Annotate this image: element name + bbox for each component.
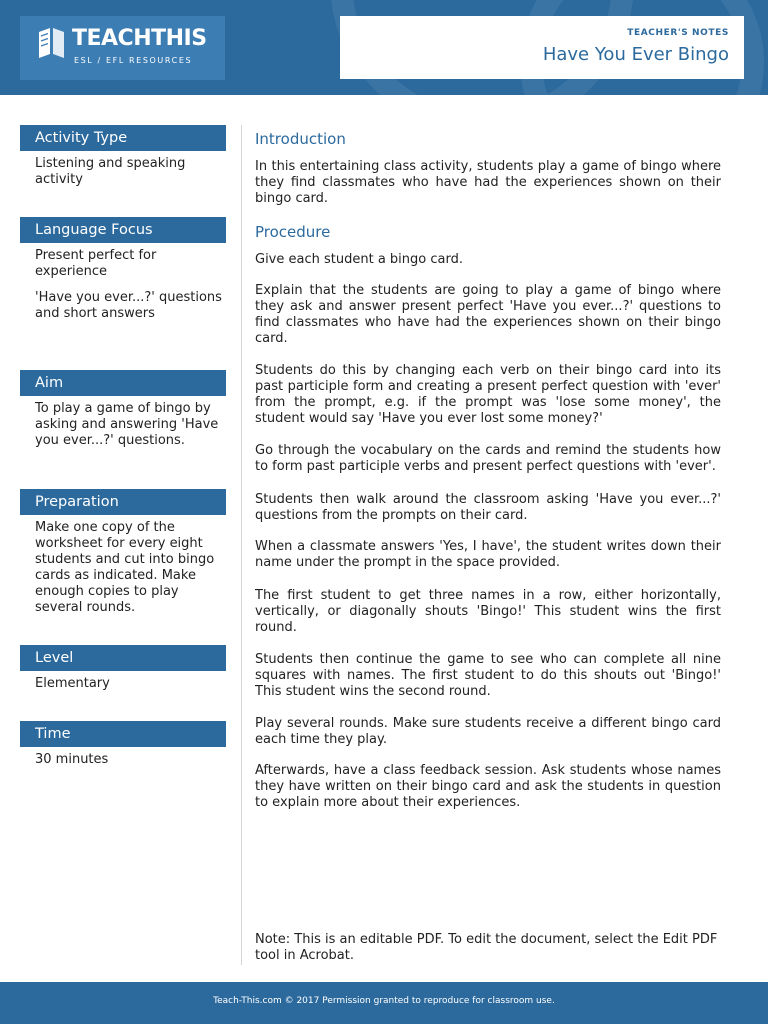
- section-text: Make one copy of the worksheet for every eight students and cut into bingo cards as indicated. Make enough copies to play several rounds.: [35, 520, 215, 615]
- section-heading: Language Focus: [20, 217, 226, 243]
- procedure-step: Students then walk around the classroom asking 'Have you ever...?' questions from the prompts on their card.: [255, 492, 721, 523]
- main-content: [255, 129, 721, 811]
- sidebar-section-aim: [20, 370, 226, 489]
- column-divider: [241, 125, 242, 965]
- section-heading: Aim: [20, 370, 226, 396]
- procedure-step: Students then continue the game to see who can complete all nine squares with names. The first student to do this shouts out 'Bingo!' This student wins the second round.: [255, 652, 721, 699]
- sidebar-section-time: [20, 721, 226, 768]
- page-header: [0, 0, 768, 95]
- open-book-icon: [36, 26, 68, 60]
- section-text: To play a game of bingo by asking and answering 'Have you ever...?' questions.: [35, 401, 219, 448]
- procedure-step: Students do this by changing each verb on their bingo card into its past participle form and creating a present perfect question with 'ever' from the prompt, e.g. if the prompt was 'lose some money', the student would say 'Have you ever lost some money?': [255, 363, 721, 426]
- title-box: [340, 16, 744, 79]
- procedure-step: Give each student a bingo card.: [255, 252, 463, 267]
- procedure-step: Explain that the students are going to play a game of bingo where they ask and answer present perfect 'Have you ever...?' questions to find classmates who have had the experiences shown on their bingo card.: [255, 283, 721, 346]
- introduction-heading: Introduction: [255, 130, 346, 148]
- section-heading: Level: [20, 645, 226, 671]
- procedure-step: Play several rounds. Make sure students receive a different bingo card each time they play.: [255, 716, 721, 747]
- procedure-step: When a classmate answers 'Yes, I have', the student writes down their name under the prompt in the space provided.: [255, 539, 721, 570]
- section-heading: Activity Type: [20, 125, 226, 151]
- introduction-text: In this entertaining class activity, students play a game of bingo where they find classmates who have had the experiences shown on their bingo card.: [255, 159, 721, 206]
- section-text: 30 minutes: [35, 752, 109, 767]
- document-kicker: TEACHER'S NOTES: [627, 28, 729, 38]
- logo-title: TEACHTHIS: [72, 26, 207, 51]
- procedure-step: Go through the vocabulary on the cards and remind the students how to form past participle verbs and present perfect questions with 'ever'.: [255, 443, 721, 474]
- page-footer: [0, 982, 768, 1024]
- sidebar-section-activity-type: [20, 125, 226, 217]
- sidebar-section-level: [20, 645, 226, 721]
- section-heading: Time: [20, 721, 226, 747]
- footer-copyright: Teach-This.com © 2017 Permission granted to reproduce for classroom use.: [213, 996, 555, 1006]
- section-text: 'Have you ever...?' questions and short answers: [35, 290, 222, 321]
- section-text: Present perfect for experience: [35, 248, 157, 279]
- page-title: Have You Ever Bingo: [542, 44, 729, 65]
- procedure-step: Afterwards, have a class feedback session. Ask students whose names they have written on their bingo card and ask the students in question to explain more about their experiences.: [255, 763, 721, 810]
- section-text: Elementary: [35, 676, 110, 691]
- teachthis-logo[interactable]: [20, 16, 225, 80]
- section-heading: Preparation: [20, 489, 226, 515]
- procedure-heading: Procedure: [255, 223, 331, 241]
- sidebar: [20, 125, 226, 778]
- section-text: Listening and speaking activity: [35, 156, 186, 187]
- sidebar-section-language-focus: [20, 217, 226, 370]
- procedure-step: The first student to get three names in a row, either horizontally, vertically, or diagonally shouts 'Bingo!' This student wins the first round.: [255, 588, 721, 635]
- editable-pdf-note: Note: This is an editable PDF. To edit the document, select the Edit PDF tool in Acrobat.: [255, 932, 718, 963]
- logo-subtitle: ESL / EFL RESOURCES: [74, 56, 193, 65]
- sidebar-section-preparation: [20, 489, 226, 645]
